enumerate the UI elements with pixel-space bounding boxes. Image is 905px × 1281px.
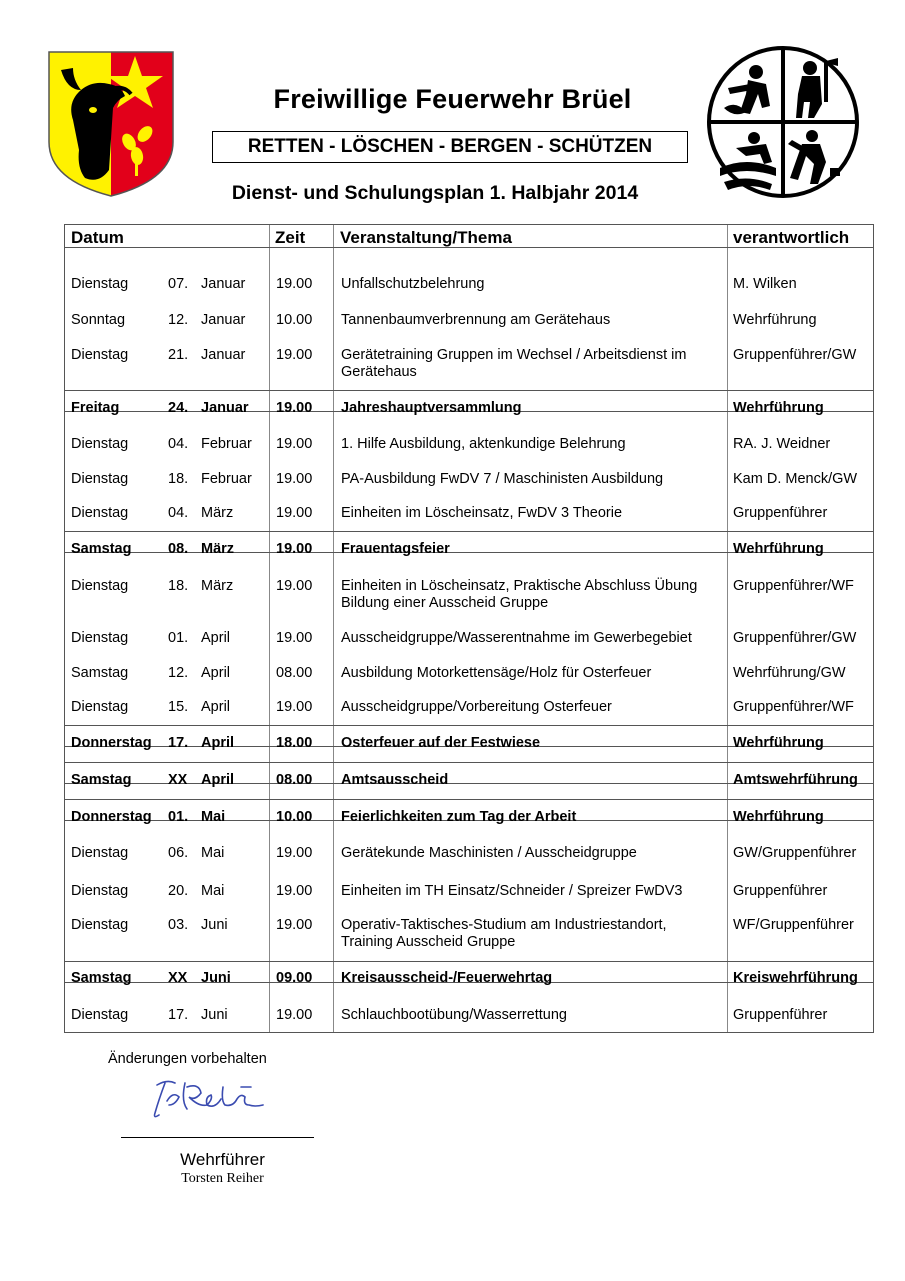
cell-date: 15.	[168, 699, 189, 715]
cell-topic: Tannenbaumverbrennung am Gerätehaus	[341, 312, 611, 328]
cell-topic: Einheiten im TH Einsatz/Schneider / Spreizer FwDV3	[341, 883, 683, 899]
cell-day: Samstag	[71, 970, 132, 986]
column-divider	[333, 225, 334, 1032]
cell-day: Donnerstag	[71, 809, 152, 825]
cell-responsible: WF/Gruppenführer	[733, 917, 854, 933]
cell-date: 18.	[168, 578, 189, 594]
cell-time: 19.00	[276, 578, 313, 594]
cell-topic: Einheiten in Löscheinsatz, Praktische Abschluss Übung Bildung einer Ausscheid Gruppe	[341, 578, 698, 611]
cell-date: 24.	[168, 400, 189, 416]
cell-date: 20.	[168, 883, 189, 899]
cell-month: Juni	[201, 917, 228, 933]
cell-topic: Jahreshauptversammlung	[341, 400, 522, 416]
cell-day: Sonntag	[71, 312, 126, 328]
cell-responsible: Gruppenführer/WF	[733, 699, 854, 715]
row-divider	[65, 799, 873, 800]
cell-responsible: GW/Gruppenführer	[733, 845, 857, 861]
cell-month: Februar	[201, 436, 252, 452]
cell-responsible: Kam D. Menck/GW	[733, 471, 858, 487]
changes-reserved-note: Änderungen vorbehalten	[108, 1051, 267, 1067]
cell-time: 19.00	[276, 699, 313, 715]
cell-month: Juni	[201, 970, 231, 986]
cell-day: Dienstag	[71, 845, 129, 861]
cell-day: Dienstag	[71, 883, 129, 899]
cell-responsible: Gruppenführer/WF	[733, 578, 854, 594]
cell-topic: Gerätetraining Gruppen im Wechsel / Arbeitsdienst im Gerätehaus	[341, 347, 687, 380]
cell-date: 07.	[168, 276, 189, 292]
cell-time: 08.00	[276, 665, 313, 681]
cell-day: Dienstag	[71, 347, 129, 363]
column-divider	[727, 225, 728, 1032]
cell-time: 19.00	[276, 541, 313, 557]
cell-date: 12.	[168, 665, 189, 681]
cell-time: 10.00	[276, 312, 313, 328]
cell-day: Dienstag	[71, 578, 129, 594]
cell-date: 01.	[168, 809, 189, 825]
cell-responsible: Gruppenführer	[733, 883, 828, 899]
cell-date: 12.	[168, 312, 189, 328]
header-datum: Datum	[71, 228, 124, 247]
cell-month: Juni	[201, 1007, 228, 1023]
cell-topic: Kreisausscheid-/Feuerwehrtag	[341, 970, 553, 986]
signer-role: Wehrführer	[180, 1150, 265, 1169]
cell-month: April	[201, 665, 231, 681]
cell-date: 01.	[168, 630, 189, 646]
cell-day: Dienstag	[71, 276, 129, 292]
cell-time: 19.00	[276, 400, 313, 416]
row-divider	[65, 762, 873, 763]
handwritten-signature	[145, 1075, 270, 1123]
cell-topic: Gerätekunde Maschinisten / Ausscheidgruppe	[341, 845, 637, 861]
plan-title: Dienst- und Schulungsplan 1. Halbjahr 2014	[231, 182, 639, 204]
cell-responsible: M. Wilken	[733, 276, 797, 292]
cell-date: 04.	[168, 505, 189, 521]
cell-topic: PA-Ausbildung FwDV 7 / Maschinisten Ausbildung	[341, 471, 664, 487]
row-divider	[65, 247, 873, 248]
cell-topic: Frauentagsfeier	[341, 541, 450, 557]
cell-time: 19.00	[276, 347, 313, 363]
cell-topic: Operativ-Taktisches-Studium am Industriestandort, Training Ausscheid Gruppe	[341, 917, 667, 950]
cell-date: 21.	[168, 347, 189, 363]
cell-topic: 1. Hilfe Ausbildung, aktenkundige Belehrung	[341, 436, 626, 452]
cell-date: 18.	[168, 471, 189, 487]
cell-responsible: Amtswehrführung	[733, 772, 858, 788]
cell-time: 09.00	[276, 970, 313, 986]
cell-topic: Schlauchbootübung/Wasserrettung	[341, 1007, 567, 1023]
cell-date: 03.	[168, 917, 189, 933]
cell-month: Januar	[201, 312, 246, 328]
fire-brigade-emblem-logo	[706, 44, 860, 200]
cell-date: 17.	[168, 1007, 189, 1023]
header-zeit: Zeit	[275, 228, 306, 247]
cell-day: Samstag	[71, 772, 132, 788]
cell-date: 06.	[168, 845, 189, 861]
cell-time: 19.00	[276, 917, 313, 933]
cell-responsible: Wehrführung	[733, 735, 824, 751]
cell-time: 19.00	[276, 845, 313, 861]
cell-month: Februar	[201, 471, 252, 487]
cell-month: April	[201, 699, 231, 715]
cell-topic: Osterfeuer auf der Festwiese	[341, 735, 541, 751]
cell-responsible: Wehrführung	[733, 400, 824, 416]
cell-topic: Einheiten im Löscheinsatz, FwDV 3 Theorie	[341, 505, 623, 521]
cell-day: Freitag	[71, 400, 120, 416]
cell-month: Januar	[201, 276, 246, 292]
cell-date: XX	[168, 772, 188, 788]
cell-day: Dienstag	[71, 436, 129, 452]
header-verantwortlich: verantwortlich	[733, 228, 850, 247]
cell-responsible: Kreiswehrführung	[733, 970, 858, 986]
cell-day: Dienstag	[71, 505, 129, 521]
cell-topic: Unfallschutzbelehrung	[341, 276, 485, 292]
row-divider	[65, 961, 873, 962]
cell-date: XX	[168, 970, 188, 986]
cell-date: 17.	[168, 735, 189, 751]
cell-time: 19.00	[276, 1007, 313, 1023]
cell-responsible: Wehrführung	[733, 541, 824, 557]
cell-month: Mai	[201, 845, 225, 861]
organization-title: Freiwillige Feuerwehr Brüel	[273, 84, 632, 114]
cell-day: Dienstag	[71, 699, 129, 715]
cell-day: Dienstag	[71, 630, 129, 646]
cell-topic: Feierlichkeiten zum Tag der Arbeit	[341, 809, 577, 825]
cell-month: März	[201, 578, 234, 594]
cell-time: 08.00	[276, 772, 313, 788]
cell-responsible: Gruppenführer/GW	[733, 347, 857, 363]
cell-month: Januar	[201, 400, 249, 416]
cell-responsible: Wehrführung	[733, 312, 817, 328]
header-thema: Veranstaltung/Thema	[340, 228, 512, 247]
cell-time: 10.00	[276, 809, 313, 825]
cell-responsible: RA. J. Weidner	[733, 436, 831, 452]
cell-month: März	[201, 541, 235, 557]
row-divider	[65, 390, 873, 391]
cell-responsible: Wehrführung	[733, 809, 824, 825]
town-coat-of-arms-logo	[47, 50, 175, 198]
cell-month: April	[201, 630, 231, 646]
cell-time: 19.00	[276, 883, 313, 899]
cell-topic: Ausscheidgruppe/Vorbereitung Osterfeuer	[341, 699, 612, 715]
cell-time: 19.00	[276, 471, 313, 487]
cell-month: Mai	[201, 883, 225, 899]
cell-responsible: Wehrführung/GW	[733, 665, 846, 681]
signature-line	[121, 1137, 314, 1138]
cell-responsible: Gruppenführer	[733, 505, 828, 521]
cell-day: Dienstag	[71, 1007, 129, 1023]
cell-time: 19.00	[276, 630, 313, 646]
cell-responsible: Gruppenführer	[733, 1007, 828, 1023]
cell-day: Samstag	[71, 541, 132, 557]
cell-month: April	[201, 735, 235, 751]
cell-time: 19.00	[276, 276, 313, 292]
cell-day: Dienstag	[71, 471, 129, 487]
cell-day: Dienstag	[71, 917, 129, 933]
schedule-table	[64, 224, 874, 1033]
cell-time: 19.00	[276, 505, 313, 521]
cell-date: 08.	[168, 541, 189, 557]
cell-time: 19.00	[276, 436, 313, 452]
cell-month: März	[201, 505, 234, 521]
cell-topic: Amtsausscheid	[341, 772, 449, 788]
cell-month: Mai	[201, 809, 226, 825]
motto-banner: RETTEN - LÖSCHEN - BERGEN - SCHÜTZEN	[212, 131, 688, 163]
cell-time: 18.00	[276, 735, 313, 751]
row-divider	[65, 725, 873, 726]
cell-day: Samstag	[71, 665, 129, 681]
column-divider	[269, 225, 270, 1032]
cell-topic: Ausbildung Motorkettensäge/Holz für Osterfeuer	[341, 665, 652, 681]
cell-month: April	[201, 772, 235, 788]
row-divider	[65, 531, 873, 532]
cell-date: 04.	[168, 436, 189, 452]
signer-name: Torsten Reiher	[181, 1171, 264, 1186]
cell-responsible: Gruppenführer/GW	[733, 630, 857, 646]
cell-day: Donnerstag	[71, 735, 152, 751]
cell-month: Januar	[201, 347, 246, 363]
cell-topic: Ausscheidgruppe/Wasserentnahme im Gewerbegebiet	[341, 630, 692, 646]
